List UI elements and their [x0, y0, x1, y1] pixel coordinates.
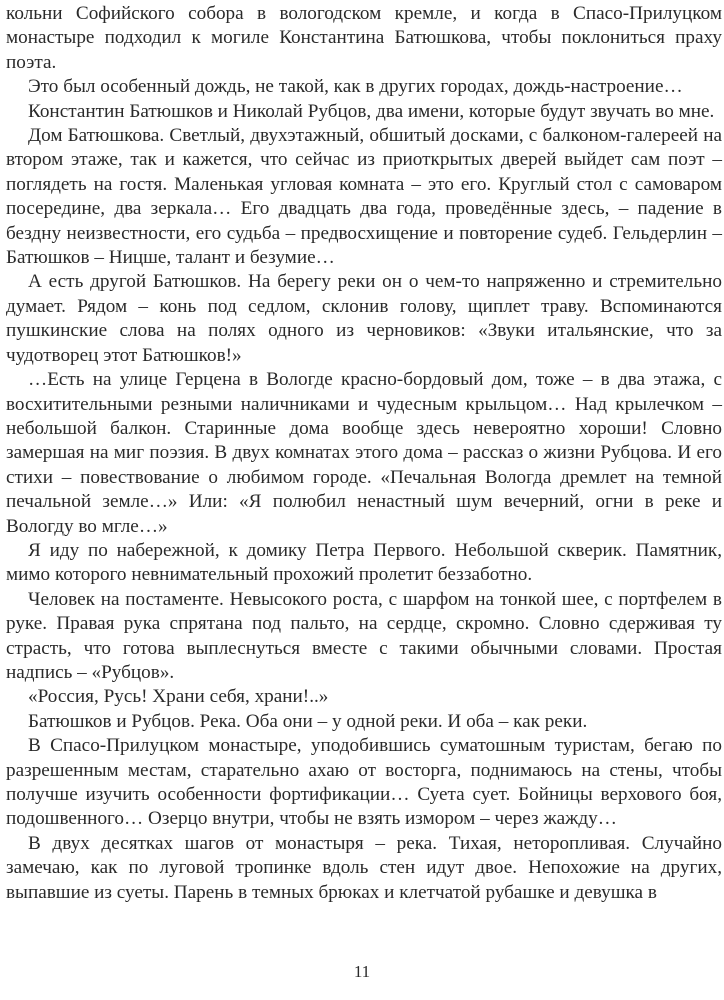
- paragraph: Батюшков и Рубцов. Река. Оба они – у одной реки. И оба – как реки.: [28, 710, 588, 732]
- body-text: [6, 2, 722, 905]
- paragraph: …Есть на улице Герцена в Вологде красно-бордовый дом, тоже – в два этажа, с восхитительными резными наличниками и чудесным крыльцом… Над крылечком – небольшой балкон. Старинные дома вообще здесь невероятно хороши! Словно замершая на миг поэзия. В двух комнатах этого дома – рассказ о жизни Рубцова. И его стихи – повествование о любимом городе. «Печальная Вологда дремлет на темной печальной земле…» Или: «Я полюбил ненастный шум вечерний, огни в реке и Вологду во мгле…»: [6, 369, 722, 537]
- paragraph: А есть другой Батюшков. На берегу реки он о чем-то напряженно и стремительно думает. Рядом – конь под седлом, склонив голову, щиплет траву. Вспоминаются пушкинские слова на полях одного из черновиков: «Звуки итальянские, что за чудотворец этот Батюшков!»: [6, 271, 722, 366]
- paragraph: В двух десятках шагов от монастыря – река. Тихая, неторопливая. Случайно замечаю, как по луговой тропинке вдоль стен идут двое. Непохожие на других, выпавшие из суеты. Парень в темных брюках и клетчатой рубашке и девушка в: [6, 832, 722, 903]
- paragraph: Человек на постаменте. Невысокого роста, с шарфом на тонкой шее, с портфелем в руке. Правая рука спрятана под пальто, на сердце, скромно. Словно сдерживая ту страсть, что готова выплеснуться вместе с такими обычными словами. Простая надпись – «Рубцов».: [6, 588, 722, 683]
- paragraph: кольни Софийского собора в вологодском кремле, и когда в Спасо-Прилуцком монастыре подходил к могиле Константина Батюшкова, чтобы поклониться праху поэта.: [6, 3, 722, 73]
- paragraph: Это был особенный дождь, не такой, как в других городах, дождь-настроение…: [28, 76, 683, 98]
- paragraph: Константин Батюшков и Николай Рубцов, два имени, которые будут звучать во мне.: [28, 100, 715, 122]
- page-number: 11: [353, 962, 371, 981]
- paragraph: Дом Батюшкова. Светлый, двухэтажный, обшитый досками, с балконом-галереей на втором этаже, так и кажется, что сейчас из приоткрытых дверей выйдет сам поэт – поглядеть на гостя. Маленькая угловая комната – это его. Круглый стол с самоваром посередине, два зеркала… Его двадцать два года, проведённые здесь, – падение в бездну неизвестности, его судьба – предвосхищение и повторение судеб. Гельдерлин – Батюшков – Ницше, талант и безумие…: [6, 125, 722, 269]
- paragraph: «Россия, Русь! Храни себя, храни!..»: [28, 686, 329, 708]
- paragraph: В Спасо-Прилуцком монастыре, уподобившись суматошным туристам, бегаю по разрешенным местам, старательно ахаю от восторга, поднимаюсь на стены, чтобы получше изучить особенности фортификации… Суета сует. Бойницы верхового боя, подошвенного… Озерцо внутри, чтобы не взять измором – через жажду…: [6, 735, 722, 830]
- paragraph: Я иду по набережной, к домику Петра Первого. Небольшой скверик. Памятник, мимо которого невнимательный прохожий пролетит беззаботно.: [6, 539, 722, 586]
